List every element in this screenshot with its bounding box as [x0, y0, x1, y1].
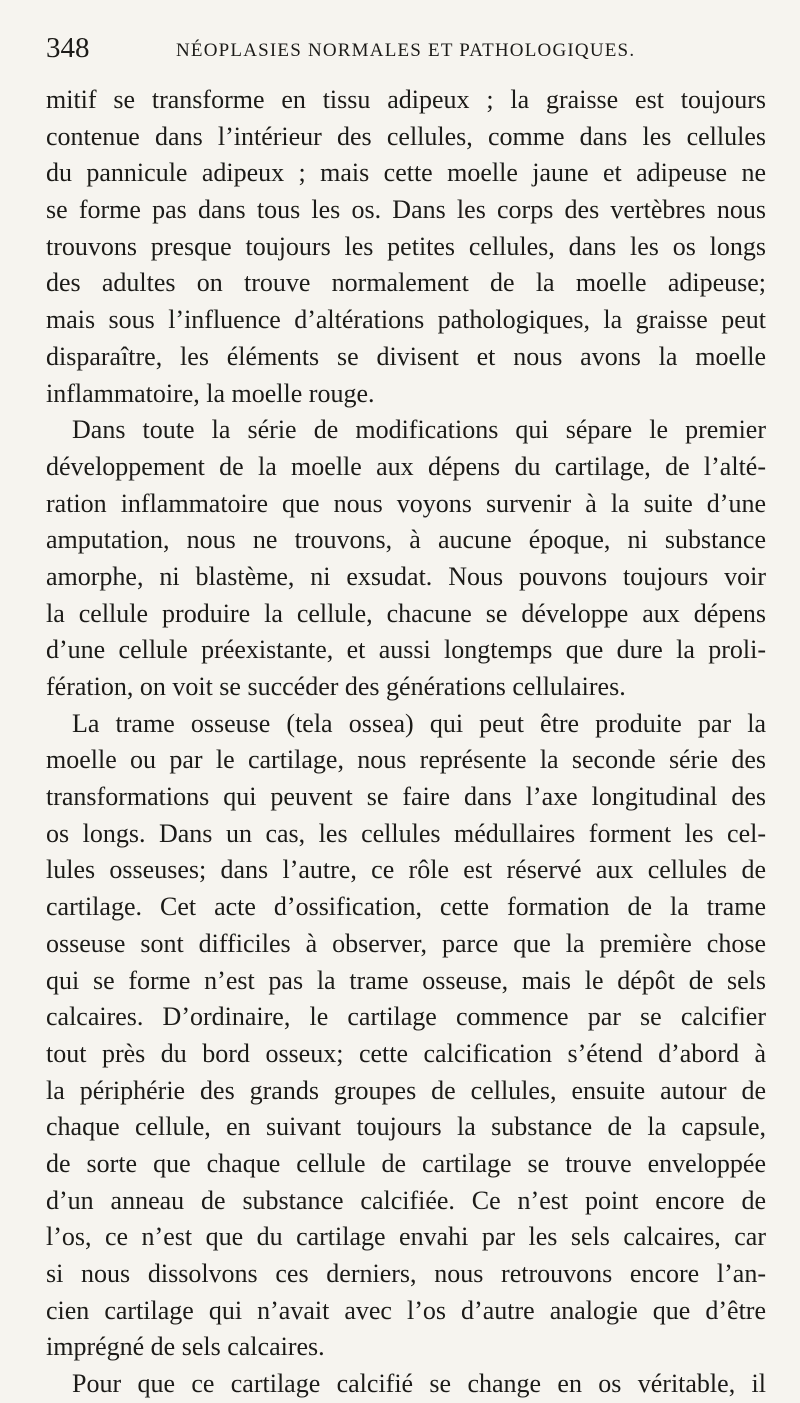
text-line: calcaires. D’ordinaire, le cartilage commence par se calcifier — [46, 1002, 766, 1032]
text-line: se forme pas dans tous les os. Dans les corps des vertèbres nous — [46, 195, 766, 225]
text-line: des adultes on trouve normalement de la moelle adipeuse; — [46, 268, 766, 298]
text-line: ration inflammatoire que nous voyons survenir à la suite d’une — [46, 488, 766, 518]
text-line: d’un anneau de substance calcifiée. Ce n’est point encore de — [46, 1185, 766, 1215]
text-line: La trame osseuse (tela ossea) qui peut être produite par la — [72, 708, 766, 738]
text-line: tout près du bord osseux; cette calcification s’étend d’abord à — [46, 1038, 766, 1068]
text-line: développement de la moelle aux dépens du cartilage, de l’alté- — [46, 451, 766, 481]
text-line: de sorte que chaque cellule de cartilage se trouve enveloppée — [46, 1148, 766, 1178]
text-line: la périphérie des grands groupes de cellules, ensuite autour de — [46, 1075, 766, 1105]
text-line: chaque cellule, en suivant toujours la substance de la capsule, — [46, 1112, 766, 1142]
text-line: d’une cellule préexistante, et aussi longtemps que dure la proli- — [46, 635, 766, 665]
text-line: amputation, nous ne trouvons, à aucune époque, ni substance — [46, 525, 766, 555]
text-line: moelle ou par le cartilage, nous représente la seconde série des — [46, 745, 766, 775]
text-line: du pannicule adipeux ; mais cette moelle jaune et adipeuse ne — [46, 158, 766, 188]
text-line: Dans toute la série de modifications qui sépare le premier — [72, 415, 766, 445]
page-header — [46, 30, 766, 70]
text-line: cien cartilage qui n’avait avec l’os d’autre analogie que d’être — [46, 1295, 766, 1325]
text-line: trouvons presque toujours les petites cellules, dans les os longs — [46, 231, 766, 261]
text-line: fération, on voit se succéder des générations cellulaires. — [46, 672, 626, 701]
running-head: NÉOPLASIES NORMALES ET PATHOLOGIQUES. — [176, 40, 636, 61]
text-line: qui se forme n’est pas la trame osseuse, mais le dépôt de sels — [46, 965, 766, 995]
text-line: disparaître, les éléments se divisent et nous avons la moelle — [46, 341, 766, 371]
text-line: osseuse sont difficiles à observer, parce que la première chose — [46, 928, 766, 958]
text-line: contenue dans l’intérieur des cellules, comme dans les cellules — [46, 121, 766, 151]
text-line: l’os, ce n’est que du cartilage envahi par les sels calcaires, car — [46, 1222, 766, 1252]
text-line: inflammatoire, la moelle rouge. — [46, 378, 375, 408]
text-line: transformations qui peuvent se faire dans l’axe longitudinal des — [46, 782, 766, 812]
page-number: 348 — [46, 32, 90, 64]
text-line: os longs. Dans un cas, les cellules médullaires forment les cel- — [46, 818, 766, 848]
text-line: la cellule produire la cellule, chacune se développe aux dépens — [46, 598, 766, 628]
text-line: mitif se transforme en tissu adipeux ; la graisse est toujours — [46, 85, 766, 114]
text-line: Pour que ce cartilage calcifié se change en os véritable, il — [72, 1369, 766, 1399]
text-line: lules osseuses; dans l’autre, ce rôle est réservé aux cellules de — [46, 855, 766, 885]
text-line: imprégné de sels calcaires. — [46, 1332, 325, 1362]
text-line: mais sous l’influence d’altérations pathologiques, la graisse peut — [46, 305, 766, 335]
text-line: amorphe, ni blastème, ni exsudat. Nous pouvons toujours voir — [46, 561, 766, 591]
text-line: si nous dissolvons ces derniers, nous retrouvons encore l’an- — [46, 1259, 766, 1288]
text-line: cartilage. Cet acte d’ossification, cette formation de la trame — [46, 892, 766, 922]
body-text — [46, 82, 766, 1403]
